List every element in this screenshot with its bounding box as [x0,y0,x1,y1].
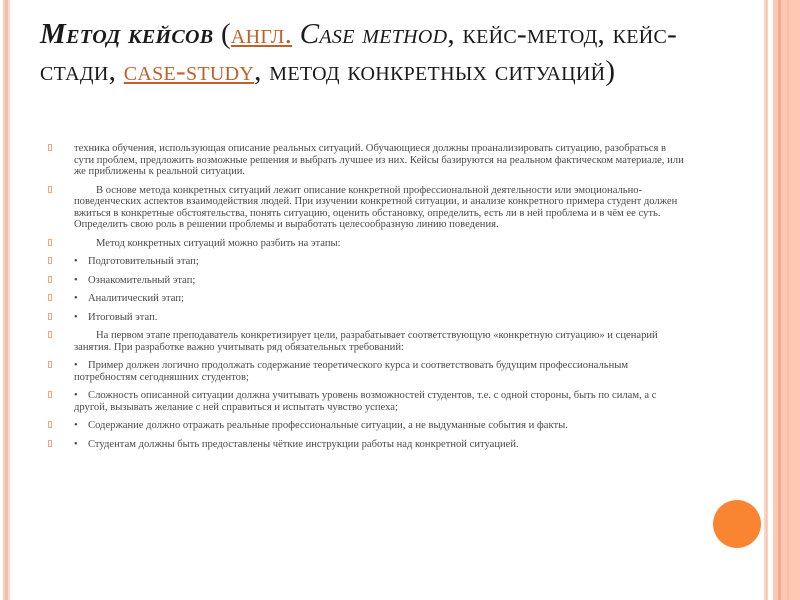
bullet-square-icon [48,257,52,264]
paragraph-text: На первом этапе преподаватель конкретизирует цели, разрабатывает соответствующую «конкретную ситуацию» и сценарий занятия. При разработке важно учитывать ряд обязательных требований: [74,330,658,353]
list-item [48,312,688,324]
bullet-square-icon [48,294,52,301]
paragraph-text: Итоговый этап. [88,311,158,323]
bullet-square-icon [48,391,52,398]
list-item [48,256,688,268]
bullet-square-icon [48,313,52,320]
list-item [48,238,688,250]
bullet-dot-icon: • [74,360,78,371]
title-text: , метод конкретных ситуаций) [254,55,616,87]
bullet-square-icon [48,276,52,283]
bullet-square-icon [48,144,52,151]
paragraph-text: В основе метода конкретных ситуаций лежит описание конкретной профессиональной деятельности или эмоционально-поведенческих аспектов взаимодействия людей. При изучении конкретной ситуации, и анализе конкретного примера студент должен вжиться в конкретные обстоятельства, понять ситуацию, оценить обстановку, определить, есть ли в ней проблема и в чём ее суть. Определить свою роль в решении проблемы и выработать целесообразную линию поведения. [74,184,678,230]
bullet-square-icon [48,440,52,447]
title-english-term: Case method [299,18,448,50]
left-decor-stripe [8,0,10,600]
bullet-square-icon [48,331,52,338]
title-link-angl[interactable]: англ. [230,18,293,50]
slide-title [40,16,740,90]
paragraph-text: Сложность описанной ситуации должна учитывать уровень возможностей студентов, т.е. с одной стороны, быть по силам, а с другой, вызывать желание с ней справиться и испытать чувство успеха; [74,390,657,413]
list-item [48,360,688,383]
list-item [48,439,688,451]
bullet-dot-icon: • [74,256,78,267]
list-item [48,390,688,413]
paragraph-text: Метод конкретных ситуаций можно разбить на этапы: [96,237,341,249]
decor-circle [713,500,761,548]
paragraph-text: Пример должен логично продолжать содержание теоретического курса и соответствовать будущим профессиональным потребностям сегодняшних студентов; [74,360,629,383]
bullet-square-icon [48,421,52,428]
list-item [48,293,688,305]
right-decor-stripe [767,0,768,600]
paragraph-text: Аналитический этап; [88,293,184,304]
bullet-dot-icon: • [74,438,78,450]
right-decor-stripe [787,0,789,600]
list-item [48,185,688,231]
slide-body [48,143,688,457]
paragraph-text: техника обучения, использующая описание реальных ситуаций. Обучающиеся должны проанализировать ситуацию, разобраться в сути проблем, предложить возможные решения и выбрать лучшее из них. Кейсы базируются на реальном фактическом материале, или же приближены к реальной ситуации. [74,143,684,177]
title-link-case-study[interactable]: case-study [123,55,255,87]
list-item [48,143,688,178]
title-term: Метод кейсов [40,18,214,50]
bullet-square-icon [48,239,52,246]
paragraph-text: Содержание должно отражать реальные профессиональные ситуации, а не выдуманные события и факты. [88,420,568,431]
paragraph-text: Ознакомительный этап; [88,274,196,286]
bullet-dot-icon: • [74,390,78,401]
bullet-square-icon [48,186,52,193]
list-item [48,275,688,287]
paragraph-text: Студентам должны быть предоставлены чёткие инструкции работы над конкретной ситуацией. [88,438,519,450]
bullet-dot-icon: • [74,311,78,323]
list-item [48,330,688,353]
bullet-dot-icon: • [74,293,78,304]
list-item [48,420,688,432]
title-text [292,18,300,50]
bullet-square-icon [48,361,52,368]
bullet-dot-icon: • [74,420,78,431]
bullet-dot-icon: • [74,274,78,286]
title-text: , кейс-метод, кейс-стади, [40,18,678,87]
title-text: ( [213,18,231,50]
paragraph-text: Подготовительный этап; [88,256,199,267]
right-decor-stripe [781,0,800,600]
